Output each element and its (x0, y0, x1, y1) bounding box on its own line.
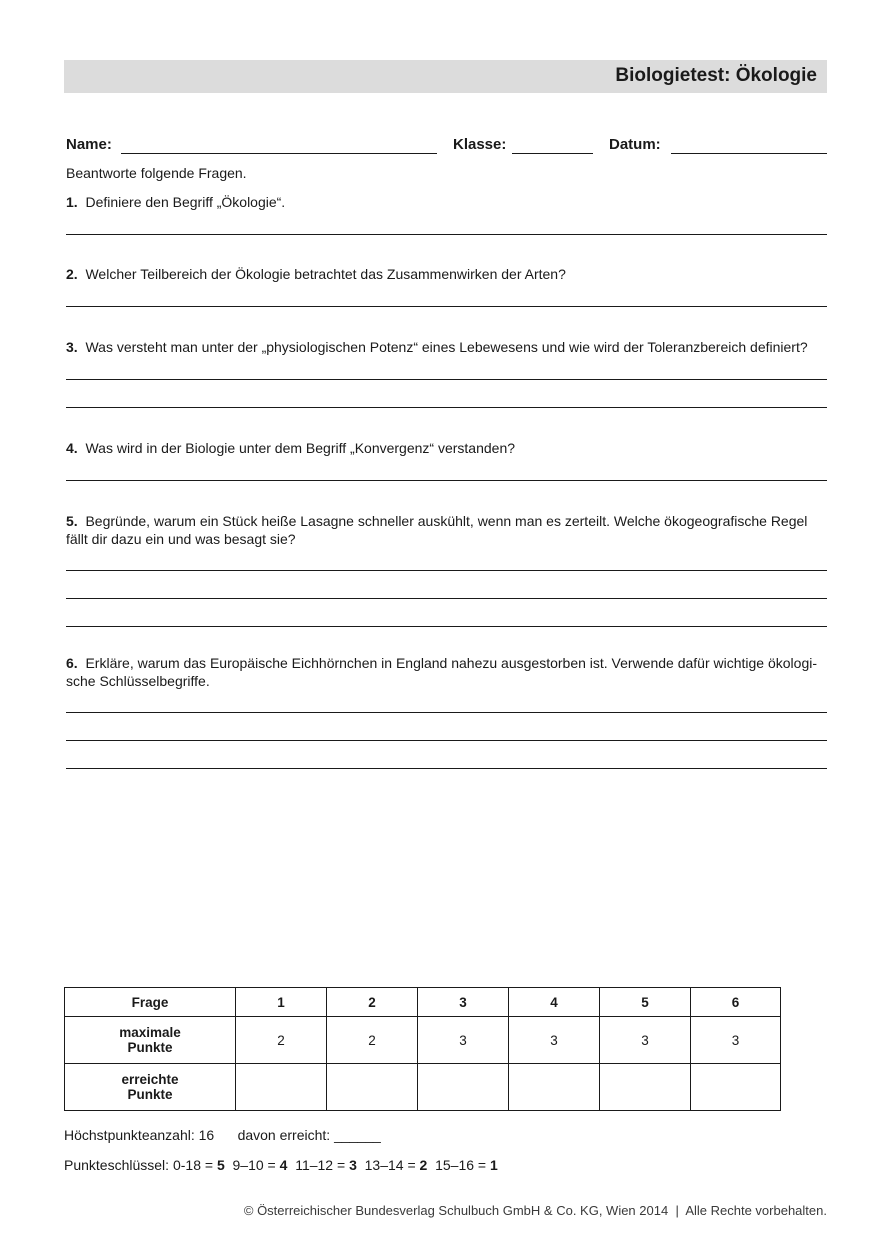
achieved-points-cell[interactable] (236, 1064, 327, 1111)
page-title: Biologietest: Ökologie (615, 65, 817, 86)
question-5 (66, 512, 828, 548)
achieved-points-cell[interactable] (327, 1064, 418, 1111)
table-row-max-points (65, 1017, 781, 1064)
achieved-total-label: davon erreicht: (237, 1127, 331, 1143)
question-4 (66, 439, 828, 457)
title-bar (64, 60, 827, 93)
question-2 (66, 265, 828, 283)
question-number: 3. (66, 339, 78, 355)
achieved-points-label (65, 1064, 236, 1111)
grading-key-grade: 5 (216, 1157, 225, 1173)
max-points-label (65, 1017, 236, 1064)
achieved-points-cell[interactable] (600, 1064, 691, 1111)
question-text: Erkläre, warum das Europäische Eichhörnchen in England nahezu ausgestorben ist. Verwende dafür wichtige ökologi-sche Schlüsselbegriffe. (66, 655, 818, 689)
answer-line-5b[interactable] (66, 598, 827, 599)
answer-line-5c[interactable] (66, 626, 827, 627)
question-number: 2. (66, 266, 78, 282)
max-points-cell: 3 (691, 1017, 781, 1064)
achieved-points-cell[interactable] (509, 1064, 600, 1111)
table-col-header: 5 (600, 988, 691, 1017)
question-number: 4. (66, 440, 78, 456)
max-points-label-line2: Punkte (127, 1040, 173, 1055)
grading-key-range: 13–14 = (364, 1157, 416, 1173)
class-label: Klasse: (453, 136, 507, 153)
grading-key-grade: 1 (490, 1157, 498, 1173)
grading-key-range: 11–12 = (295, 1157, 346, 1173)
question-text: Begründe, warum ein Stück heiße Lasagne schneller auskühlt, wenn man es zerteilt. Welche ökogeografische Regel fällt dir dazu ein und was besagt sie? (66, 513, 808, 547)
table-col-header: 3 (418, 988, 509, 1017)
answer-line-3a[interactable] (66, 379, 827, 380)
question-3 (66, 338, 828, 356)
table-col-header: 2 (327, 988, 418, 1017)
grading-key-grade: 4 (279, 1157, 288, 1173)
max-total: Höchstpunkteanzahl: 16 (64, 1127, 215, 1143)
grading-key-grade: 2 (419, 1157, 428, 1173)
grading-key-label: Punkteschlüssel: (64, 1157, 170, 1173)
achieved-total-field[interactable]: ______ (334, 1127, 381, 1143)
question-text: Was versteht man unter der „physiologischen Potenz“ eines Lebewesens und wie wird der Toleranzbereich definiert? (85, 339, 808, 355)
grading-key-range: 15–16 = (435, 1157, 487, 1173)
footer-separator: | (675, 1203, 679, 1218)
answer-line-6b[interactable] (66, 740, 827, 741)
question-text: Definiere den Begriff „Ökologie“. (85, 194, 286, 210)
question-number: 1. (66, 194, 78, 210)
grading-key-range: 9–10 = (232, 1157, 276, 1173)
instructions: Beantworte folgende Fragen. (66, 165, 247, 181)
table-col-header: 4 (509, 988, 600, 1017)
achieved-points-cell[interactable] (691, 1064, 781, 1111)
date-field[interactable] (671, 153, 827, 154)
achieved-points-cell[interactable] (418, 1064, 509, 1111)
name-label: Name: (66, 136, 112, 153)
answer-line-6c[interactable] (66, 768, 827, 769)
question-text: Welcher Teilbereich der Ökologie betrachtet das Zusammenwirken der Arten? (85, 266, 566, 282)
answer-line-4a[interactable] (66, 480, 827, 481)
table-col-header: 1 (236, 988, 327, 1017)
answer-line-5a[interactable] (66, 570, 827, 571)
grading-key-range: 0-18 = (172, 1157, 214, 1173)
grading-key (64, 1156, 498, 1174)
name-field[interactable] (121, 153, 437, 154)
rights-notice: Alle Rechte vorbehalten. (685, 1203, 827, 1218)
copyright: © Österreichischer Bundesverlag Schulbuch GmbH & Co. KG, Wien 2014 (243, 1203, 669, 1218)
question-1 (66, 193, 828, 211)
score-table (64, 987, 781, 1111)
max-points-cell: 2 (327, 1017, 418, 1064)
class-field[interactable] (512, 153, 593, 154)
answer-line-3b[interactable] (66, 407, 827, 408)
totals-line (64, 1126, 381, 1144)
question-6 (66, 654, 828, 690)
answer-line-2a[interactable] (66, 306, 827, 307)
date-label: Datum: (609, 136, 661, 153)
grading-key-grade: 3 (349, 1157, 357, 1173)
table-header-label: Frage (65, 988, 236, 1017)
answer-line-1a[interactable] (66, 234, 827, 235)
max-points-cell: 3 (509, 1017, 600, 1064)
max-points-label-line1: maximale (119, 1025, 181, 1040)
table-header-row (65, 988, 781, 1017)
table-row-achieved-points (65, 1064, 781, 1111)
achieved-points-label-line1: erreichte (121, 1072, 179, 1087)
max-points-cell: 2 (236, 1017, 327, 1064)
footer (244, 1203, 827, 1218)
max-points-cell: 3 (418, 1017, 509, 1064)
question-text: Was wird in der Biologie unter dem Begriff „Konvergenz“ verstanden? (85, 440, 516, 456)
question-number: 5. (66, 513, 78, 529)
achieved-points-label-line2: Punkte (127, 1087, 173, 1102)
max-points-cell: 3 (600, 1017, 691, 1064)
answer-line-6a[interactable] (66, 712, 827, 713)
question-number: 6. (66, 655, 78, 671)
table-col-header: 6 (691, 988, 781, 1017)
